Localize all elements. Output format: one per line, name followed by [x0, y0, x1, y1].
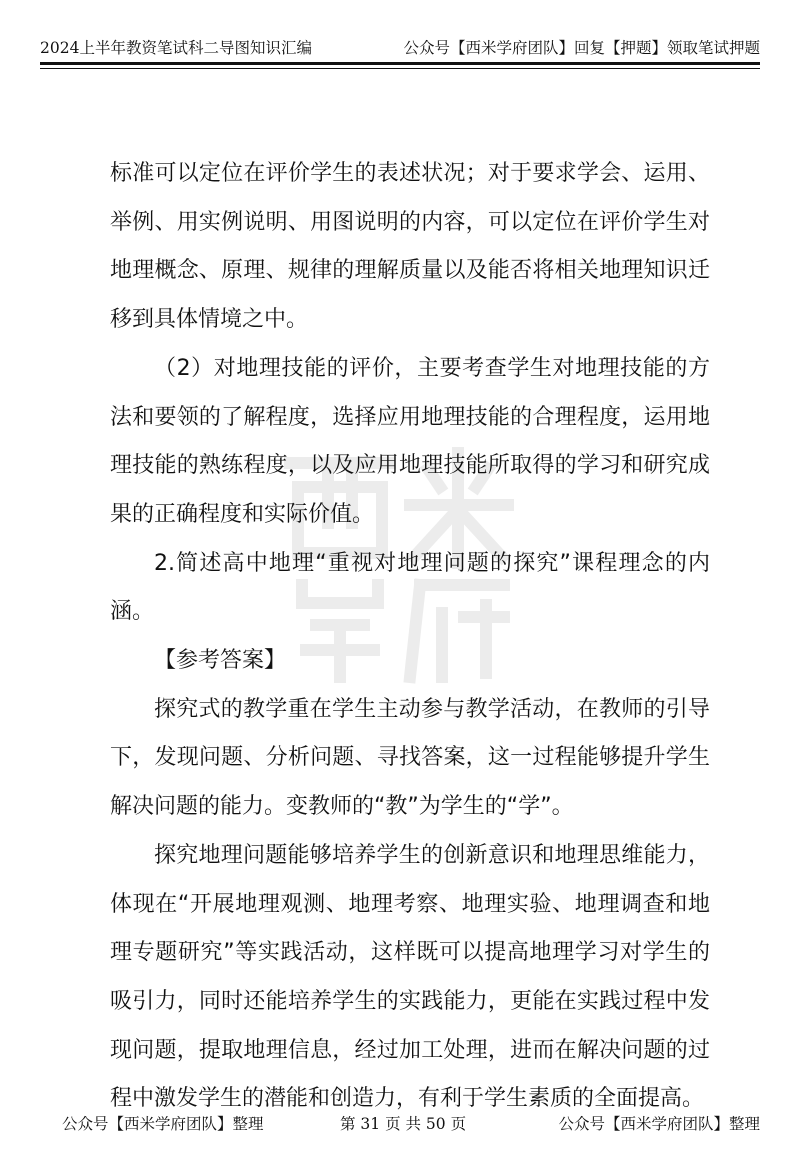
answer-paragraph-inquiry: 探究式的教学重在学生主动参与教学活动，在教师的引导下，发现问题、分析问题、寻找答案，这一过程能够提升学生解决问题的能力。变教师的“教”为学生的“学”。	[110, 696, 710, 820]
header-right-note: 公众号【西米学府团队】回复【押题】领取笔试押题	[403, 39, 760, 57]
question-heading: 2.简述高中地理“重视对地理问题的探究”课程理念的内涵。	[110, 550, 710, 625]
footer-left-note: 公众号【西米学府团队】整理	[62, 1115, 264, 1133]
paragraph-skill-evaluation: （2）对地理技能的评价，主要考查学生对地理技能的方法和要领的了解程度，选择应用地理技能的合理程度，运用地理技能的熟练程度，以及应用地理技能所取得的学习和研究成果的正确程度和实际价值。	[110, 355, 710, 527]
header-rule-thick	[40, 62, 760, 65]
answer-paragraph-practice: 探究地理问题能够培养学生的创新意识和地理思维能力，体现在“开展地理观测、地理考察、地理实验、地理调查和地理专题研究”等实践活动，这样既可以提高地理学习对学生的吸引力，同时还能培养学生的实践能力，更能在实践过程中发现问题，提取地理信息，经过加工处理，进而在解决问题的过程中激发学生的潜能和创造力，有利于学生素质的全面提高。	[110, 842, 710, 1112]
body-content	[110, 150, 710, 1124]
reference-answer-label: 【参考答案】	[154, 648, 287, 674]
paragraph-evaluation-standard: 标准可以定位在评价学生的表述状况；对于要求学会、运用、举例、用实例说明、用图说明的内容，可以定位在评价学生对地理概念、原理、规律的理解质量以及能否将相关地理知识迁移到具体情境之中。	[110, 161, 710, 333]
page-number: 第 31 页 共 50 页	[340, 1115, 467, 1133]
header-left-title: 2024上半年教资笔试科二导图知识汇编	[40, 39, 312, 57]
running-header	[40, 32, 760, 62]
header-rule-thin	[40, 68, 760, 69]
running-footer	[40, 1112, 760, 1136]
footer-right-note: 公众号【西米学府团队】整理	[558, 1115, 760, 1133]
